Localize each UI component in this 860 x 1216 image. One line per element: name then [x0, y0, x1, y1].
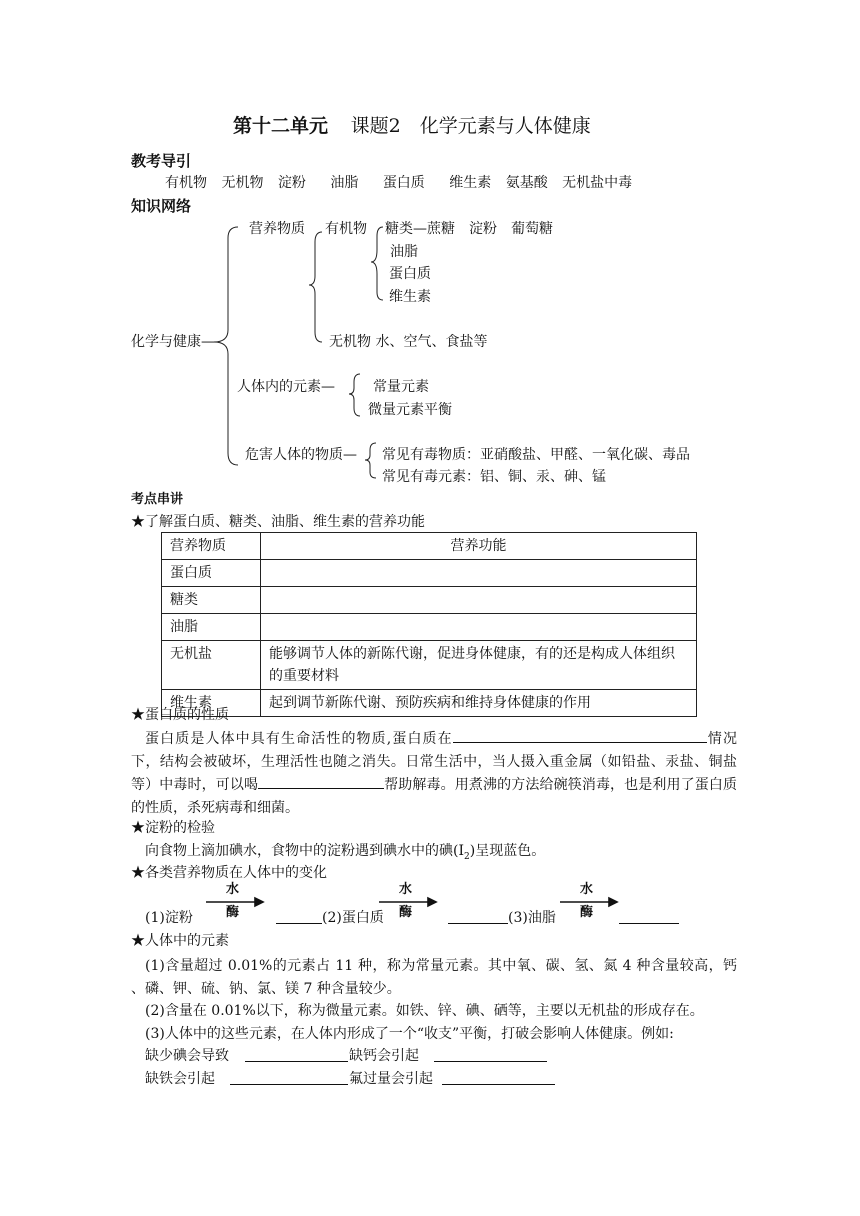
- protein-text-3: 帮助解毒。用煮沸的方法给碗筷消毒，也是利用了蛋白质的性质，杀死病毒和细菌。: [131, 777, 738, 816]
- table-header: 营养物质: [162, 533, 261, 560]
- table-cell: 能够调节人体的新陈代谢，促进身体健康，有的还是构成人体组织的重要材料: [261, 641, 697, 690]
- question-calcium: 缺钙会引起: [349, 1048, 419, 1064]
- protein-text-1: 蛋白质是人体中具有生命活性的物质,蛋白质在: [145, 731, 453, 747]
- section-starch: ★淀粉的检验: [131, 820, 215, 836]
- network-macro: 常量元素: [373, 379, 429, 395]
- elements-para-2: (2)含量在 0.01%以下，称为微量元素。如铁、锌、碘、硒等，主要以无机盐的形成存在。: [145, 1003, 704, 1019]
- section-protein: ★蛋白质的性质: [131, 707, 229, 723]
- blank-protein-product[interactable]: [448, 909, 508, 924]
- network-sugars: 糖类—蔗糖 淀粉 葡萄糖: [385, 221, 553, 237]
- title-lesson: 课题2 化学元素与人体健康: [350, 115, 591, 137]
- network-trace: 微量元素平衡: [368, 402, 452, 418]
- arrow-label-water: 水: [226, 882, 240, 897]
- blank-fluorine[interactable]: [442, 1070, 555, 1085]
- network-toxic-substances: 常见有毒物质：亚硝酸盐、甲醛、一氧化碳、毒品: [382, 447, 690, 463]
- network-root: 化学与健康—: [131, 334, 215, 350]
- network-toxic-elements: 常见有毒元素：铝、铜、汞、砷、锰: [382, 469, 606, 485]
- term: 有机物: [165, 175, 207, 191]
- term: 无机盐中毒: [562, 175, 633, 191]
- table-cell: 起到调节新陈代谢、预防疾病和维持身体健康的作用: [261, 690, 697, 717]
- question-iron: 缺铁会引起: [145, 1071, 215, 1087]
- term: 维生素: [449, 175, 492, 191]
- term: 无机物: [221, 175, 264, 191]
- question-fluorine: 氟过量会引起: [349, 1071, 433, 1087]
- blank-iodine[interactable]: [245, 1047, 348, 1062]
- network-nutrients: 营养物质: [249, 221, 305, 237]
- change-protein: (2)蛋白质: [322, 910, 384, 926]
- term: 氨基酸: [505, 175, 548, 191]
- starch-text-end: )呈现蓝色。: [469, 843, 546, 859]
- protein-text-2: 情况下，结构会被破坏，生理活性也随之消失。日常生活中，当人摄入重金属（如铅盐、汞盐、铜盐等）中毒时，可以喝: [131, 731, 738, 793]
- table-cell: 维生素: [162, 690, 261, 717]
- network-heading: 知识网络: [131, 197, 192, 215]
- network-organic: 有机物: [325, 221, 367, 237]
- term: 淀粉: [277, 175, 306, 191]
- arrow-label-water: 水: [580, 882, 594, 897]
- table-cell: 油脂: [162, 614, 261, 641]
- blank-iron[interactable]: [230, 1070, 348, 1085]
- arrow-label-water: 水: [399, 882, 413, 897]
- elements-para-1: (1)含量超过 0.01%的元素占 11 种，称为常量元素。其中氧、碳、氢、氮 4 种含量较高，钙 、磷、钾、硫、钠、氯、镁 7 种含量较少。: [131, 958, 737, 997]
- network-vitamin: 维生素: [389, 289, 431, 305]
- iodine-subscript: 2: [464, 851, 470, 862]
- network-harmful: 危害人体的物质—: [245, 447, 357, 463]
- table-cell: 糖类: [162, 587, 261, 614]
- arrow-label-enzyme: 酶: [399, 905, 413, 920]
- network-elements: 人体内的元素—: [237, 379, 335, 395]
- question-iodine: 缺少碘会导致: [145, 1048, 229, 1064]
- table-cell: 无机盐: [162, 641, 261, 690]
- arrow-label-enzyme: 酶: [226, 905, 240, 920]
- section-nutrition: ★了解蛋白质、糖类、油脂、维生素的营养功能: [131, 514, 425, 530]
- term: 蛋白质: [382, 175, 425, 191]
- section-elements: ★人体中的元素: [131, 933, 229, 949]
- arrow-label-enzyme: 酶: [580, 905, 594, 920]
- table-header: 营养功能: [261, 533, 697, 560]
- change-fat: (3)油脂: [508, 910, 556, 926]
- table-cell: 蛋白质: [162, 560, 261, 587]
- blank-fat-product[interactable]: [619, 909, 679, 924]
- term: 油脂: [330, 175, 359, 191]
- title-unit: 第十二单元: [233, 115, 329, 137]
- network-protein: 蛋白质: [389, 266, 431, 282]
- guide-heading: 教考导引: [131, 152, 192, 170]
- section-changes: ★各类营养物质在人体中的变化: [131, 865, 327, 881]
- blank-calcium[interactable]: [434, 1047, 547, 1062]
- blank-starch-product[interactable]: [276, 909, 322, 924]
- starch-text: 向食物上滴加碘水，食物中的淀粉遇到碘水中的碘(I: [145, 843, 464, 859]
- change-starch: (1)淀粉: [145, 910, 193, 926]
- points-heading: 考点串讲: [131, 492, 184, 507]
- elements-para-3: (3)人体中的这些元素，在人体内形成了一个“收支”平衡，打破会影响人体健康。例如:: [145, 1026, 674, 1042]
- network-fat: 油脂: [390, 244, 418, 260]
- network-inorganic: 无机物 水、空气、食盐等: [329, 334, 488, 350]
